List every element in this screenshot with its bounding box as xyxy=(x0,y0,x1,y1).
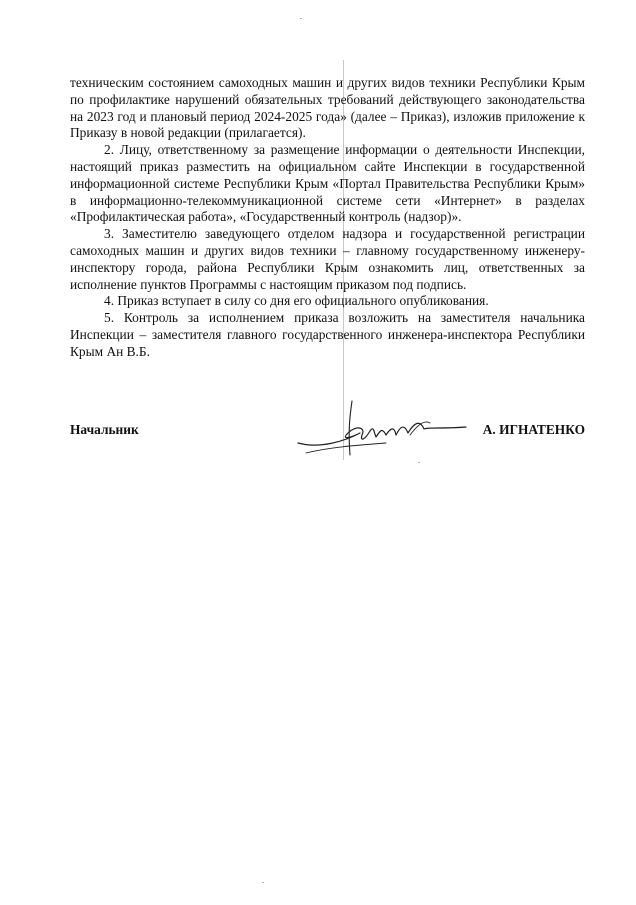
paragraph-1-continuation: техническим состоянием самоходных машин и других видов техники Республики Крым по профилактике нарушений обязательных требований действующего законодательства на 2023 год и плановый период 2024-2025 года» (далее – Приказ), изложив приложение к Приказу в новой редакции (прилагается). xyxy=(70,75,585,141)
signatory-title: Начальник xyxy=(70,422,139,437)
scan-speck xyxy=(300,18,302,19)
paragraph-4-effective-date: 4. Приказ вступает в силу со дня его официального опубликования. xyxy=(104,293,489,309)
document-body xyxy=(70,75,585,361)
signature-block xyxy=(70,397,585,467)
paragraph-3-familiarization: 3. Заместителю заведующего отделом надзора и государственной регистрации самоходных машин и других видов техники – главному государственному инженеру-инспектору города, района Республики Крым ознакомить лиц, ответственных за исполнение пунктов Программы с настоящим приказом под подпись. xyxy=(70,226,585,292)
signatory-name: А. ИГНАТЕНКО xyxy=(482,422,585,437)
paragraph-2-publication: 2. Лицу, ответственному за размещение информации о деятельности Инспекции, настоящий приказ разместить на официальном сайте Инспекции в государственной информационной системе Республики Крым «Портал Правительства Республики Крым» в информационно-телекоммуникационной системе сети «Интернет» в разделах «Профилактическая работа», «Государственный контроль (надзор)». xyxy=(70,142,585,225)
paragraph-5-control: 5. Контроль за исполнением приказа возложить на заместителя начальника Инспекции – заместителя главного государственного инженера-инспектора Республики Крым Ан В.Б. xyxy=(70,310,585,359)
scan-speck xyxy=(262,882,264,883)
handwritten-signature xyxy=(290,397,480,467)
